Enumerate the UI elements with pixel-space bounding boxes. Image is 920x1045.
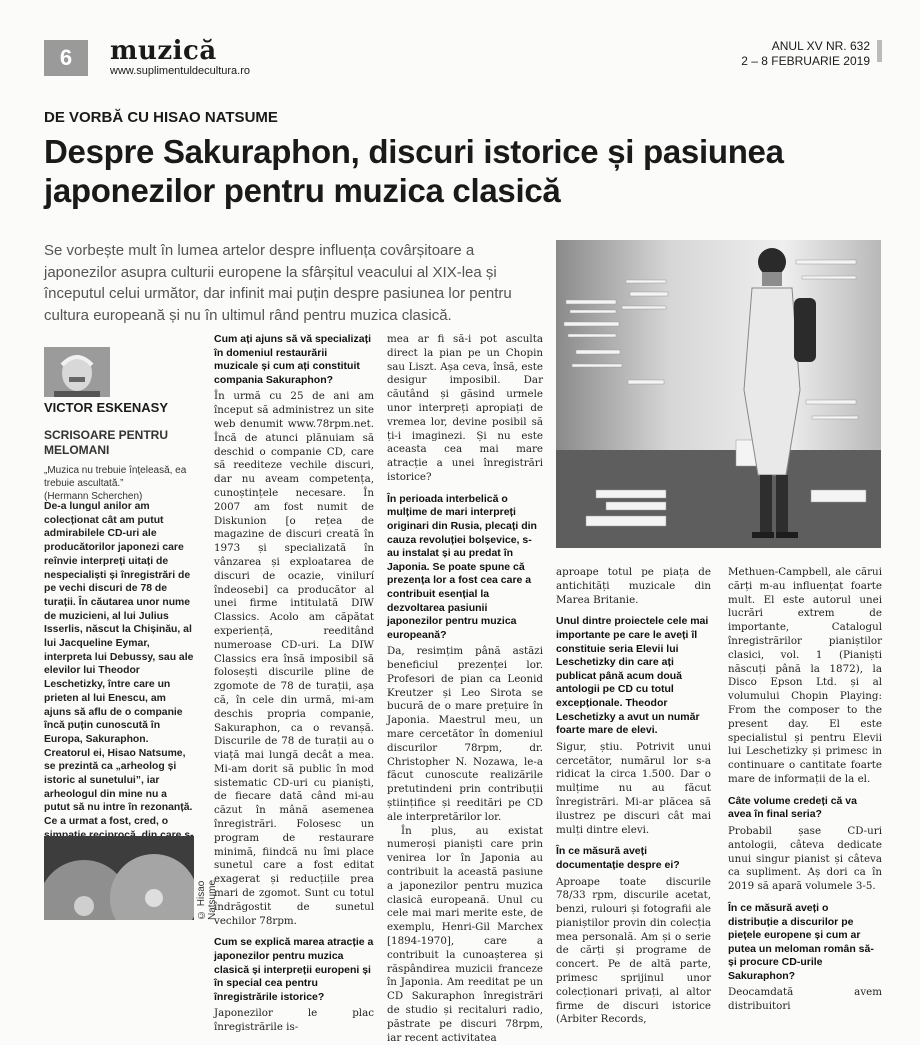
answer-paragraph: Probabil șase CD-uri antologii, câteva dedicate unui singur pianist și câteva ca supliment. Aș dori ca în 2019 să apară volumele 3-5. — [728, 824, 882, 893]
article-lead: Se vorbește mult în lumea artelor despre influența covârșitoare a japonezilor asupra culturii europene la sfârșitul veacului al XIX-lea și începutul celui următor, dar infinit mai puțin despre pasiunea lor pentru cultura europeană și nu în ultimul rând pentru muzica clasică. — [44, 242, 512, 324]
question: Cum ați ajuns să vă specializați în domeniul restaurării muzicale și cum ați constituit compania Sakuraphon? — [214, 333, 371, 386]
answer-paragraph: În plus, au existat numeroși pianiști care prin venirea lor în Japonia au contribuit la această pasiune a japonezilor pentru muzica clasică europeană. Unul cu cele mai mari merite este, de exemplu, Henri-Gil Marchex [1894-1970], care a contribuit la cunoașterea și răspândirea muzicii franceze în Japonia. Am reeditat pe un CD Sakuraphon înregistrări de studio și recitaluri radio, păstrate pe discuri 78rpm, iar recent activitatea — [387, 824, 543, 1044]
intro-paragraph: De-a lungul anilor am colecționat cât am putut admirabilele CD-uri ale producătorilor japonezi care reînvie interpreți uitați de nespecialiști și înregistrări de pe vechi discuri de 78 de turații. În căutarea unor nume de muzicieni, al lui Julius Isserlis, născut la Chișinău, al lui Jacqueline Eymar, interpreta lui Debussy, sau ale elevilor lui Theodor Leschetizky, între care un prieten al lui Enescu, am ajuns să aflu de o companie încă puțin cunoscută în Europa, Sakuraphon. Creatorul ei, Hisao Natsume, se prezintă ca „arheolog și istoric al sunetului”, iar arheologul din mine nu a putut să nu intre în rezonanță. Ce a urmat a fost, cred, o — [44, 501, 194, 828]
question: Câte volume credeți că va avea în final seria? — [728, 794, 857, 821]
quote-author: (Hermann Scherchen) — [44, 491, 143, 502]
column-5 — [728, 566, 882, 1014]
question: În ce măsură aveți o distribuție a discurilor pe piețele europene și cum ar putea un meloman român să-și procure CD-urile Sakuraphon? — [728, 901, 874, 982]
website-link[interactable]: www.suplimentuldecultura.ro — [110, 65, 251, 77]
answer-paragraph: Da, resimțim până astăzi beneficiul prezenței lor. Profesori de pian ca Leonid Kreutzer și Leo Sirota se bucură de o mare prețuire în Japonia. Maestrul meu, un mare cercetător în domeniul discurilor 78rpm, dr. Christopher N. Nozawa, le-a făcut cunoscute realizările pretutindeni prin contribuții științifice și reeditări pe CD ale interpretărilor lor. — [387, 645, 543, 823]
issue-number: ANUL XV NR. 632 — [771, 39, 870, 53]
article-headline: Despre Sakuraphon, discuri istorice și pasiunea japonezilor pentru muzica clasică — [44, 133, 784, 209]
column-1 — [44, 500, 194, 870]
answer-paragraph: aproape totul pe piața de antichități muzicale din Marea Britanie. — [556, 566, 711, 606]
answer-paragraph: Sigur, știu. Potrivit unui cercetător, numărul lor s-a ridicat la circa 1.500. Dar o mulțime nu au făcut înregistrări. Mi-ar plăcea să ilustrez pe discuri cât mai mulți dintre elevi. — [556, 740, 711, 836]
answer-paragraph: În urmă cu 25 de ani am început să administrez un site web denumit www.78rpm.net. Încă de atunci plănuiam să deschid o companie CD, care să reediteze vechile discuri, dar nu aveam competența, cunoștințele necesare. În 2007 am fost numit de Diskunion [o rețea de magazine de discuri creată în 1973 și specializată în vânzarea și exploatarea de discuri de ocazie, vinilurí îndeosebi] ca producător al unei firme intitulată DIW Classics. Acolo am căpătat experiență, reeditând numeroase CD-uri. La DIW Classics era însă imposibil să folosești discurile pline de zgomote de 78 de turații, așa că, în cele din urmă, mi-am deschis propria companie, Sakuraphon, ca o revanșă. Discurile de 78 de turații au o viață mai lungă decât a mea. Mi-am dorit să public în mod sistematic CD-uri cu pianiști, de fiecare dată când mi-au căzut în mână asemenea înregistrări. Folosesc un program de restaurare minimă, fiindcă nu îmi place sunetul care a fost editat exagerat și reducțiile prea mari de zgomot. Sunt cu totul îndrăgostit de sunetul vechilor 78rpm. — [214, 390, 374, 927]
question: Unul dintre proiectele cele mai importante pe care le aveți îl constituie seria Elevii lui Leschetizky din care ați publicat până acum două antologii pe CD cu totul excepționale. Theodor Leschetizky a avut un număr foarte mare de elevi. — [556, 615, 709, 737]
answer-paragraph: Deocamdată avem distribuitori — [728, 986, 882, 1013]
author-name: VICTOR ESKENASY — [44, 400, 169, 415]
answer-paragraph: Methuen-Campbell, ale cărui cărți m-au influențat foarte mult. El este autorul unei lucrări extrem de importante, Catalogul înregistrărilor pianiștilor clasici, vol. 1 (Pianiști născuți până la 1872), la Disco Epson Ltd. și al volumului Chopin Playing: From the composer to the present day. El este specialistul și pentru Elevii lui Leschetizky și primesc in continuare o cantitate foarte mare de informații de la el. — [728, 566, 882, 785]
answer-paragraph: Aproape toate discurile 78/33 rpm, discurile acetat, benzi, rulouri și fotografii ale pianiștilor provin din colecția mea personală. Am și o serie de cărți și programe de concert. Pe de altă parte, primesc sprijinul unor colecționari privați, al altor firme de discuri istorice (Arbiter Records, — [556, 875, 711, 1026]
photo-credit: © Hisao Natsume — [196, 879, 218, 920]
question: În perioada interbelică o mulțime de mari interpreți originari din Rusia, plecați din cauza revoluției bolșevice, s-au instalat și au predat în Japonia. Se poate spune că prezența lor a fost cea care a contribuit esențial la dezvoltarea pasiunii japonezilor pentru muzica europeană? — [387, 492, 537, 641]
header-divider — [877, 40, 882, 62]
issue-info — [741, 39, 870, 69]
author-quote — [44, 464, 194, 503]
interview-photo — [556, 240, 881, 548]
column-title: SCRISOARE PENTRU MELOMANI — [44, 428, 169, 457]
question: În ce măsură aveți documentație despre ei? — [556, 845, 680, 871]
column-2 — [214, 333, 374, 1035]
question: Cum se explică marea atracție a japonezilor pentru muzica clasică și interpreții europeni și în special cea pentru înregistrările istorice? — [214, 936, 374, 1003]
author-avatar — [44, 347, 110, 397]
answer-paragraph: Japonezilor le plac înregistrările is- — [214, 1007, 374, 1034]
column-3 — [387, 333, 543, 1045]
issue-dates: 2 – 8 FEBRUARIE 2019 — [741, 54, 870, 68]
page-number: 6 — [44, 40, 88, 76]
section-title: muzică — [110, 36, 217, 66]
cd-discs-photo — [44, 836, 194, 920]
quote-text: „Muzica nu trebuie înțeleasă, ea trebuie ascultată.” — [44, 465, 187, 489]
answer-paragraph: mea ar fi să-i pot asculta direct la pian pe un Chopin sau Liszt. Așa ceva, însă, este desigur imposibil. Dar căutând și găsind urmele unor interpreți apropiați de vremea lor, devine posibil să ți-i imaginezi. Și nu este aceasta cea mai mare atracție a unei înregistrări istorice? — [387, 333, 543, 483]
column-4 — [556, 566, 711, 1027]
article-kicker: DE VORBĂ CU HISAO NATSUME — [44, 109, 278, 126]
